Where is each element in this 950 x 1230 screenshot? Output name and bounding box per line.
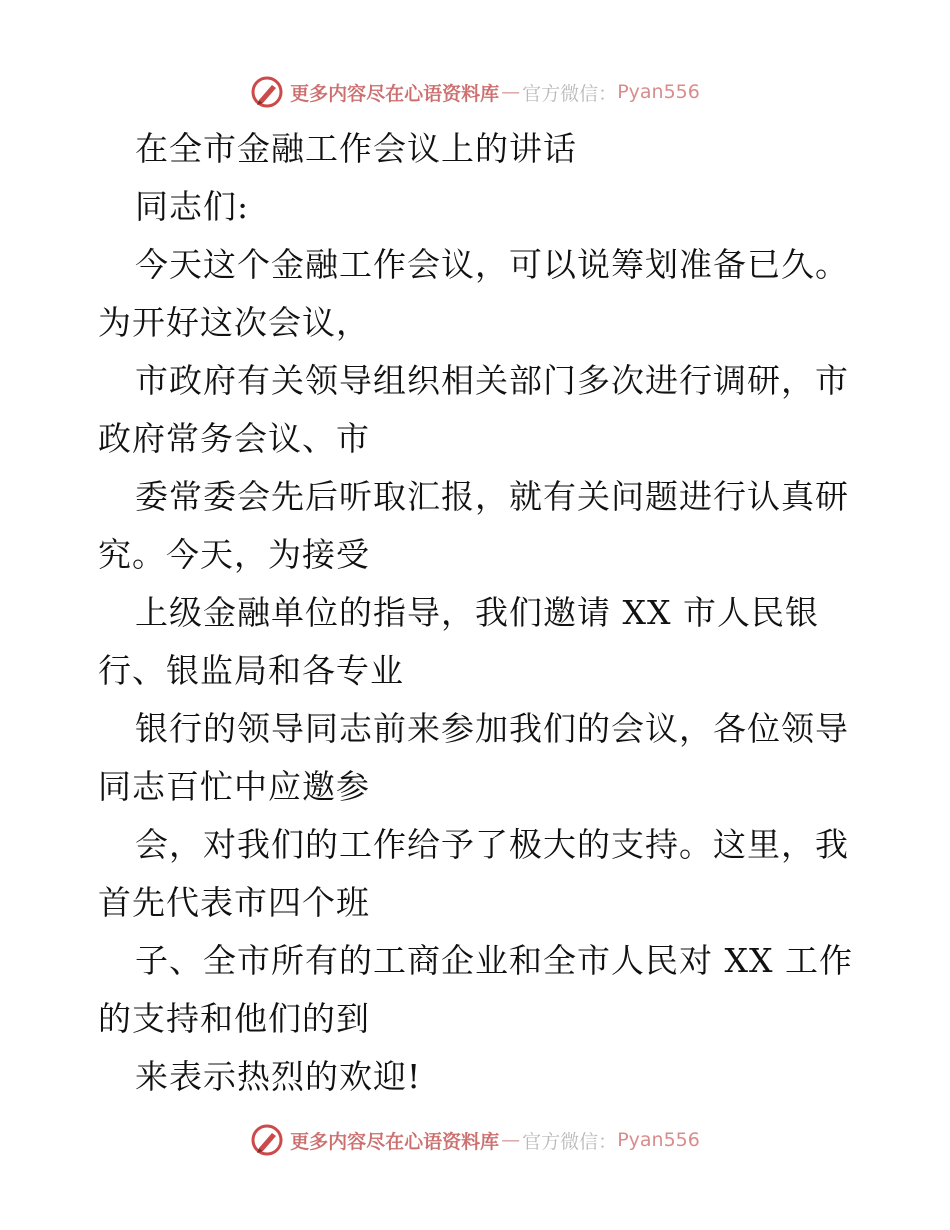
text-line: 政府常务会议、市 [98, 419, 370, 458]
pen-logo-icon [250, 75, 284, 109]
text-line: 上级金融单位的指导，我们邀请 XX 市人民银 [135, 593, 819, 632]
text-line: 行、银监局和各专业 [98, 651, 404, 690]
text-line: 今天这个金融工作会议，可以说筹划准备已久。 [135, 245, 849, 284]
text-line: 子、全市所有的工商企业和全市人民对 XX 工作 [135, 941, 853, 980]
text-line: 银行的领导同志前来参加我们的会议，各位领导 [135, 709, 849, 748]
text-line: 委常委会先后听取汇报，就有关问题进行认真研 [135, 477, 849, 516]
watermark-site-text: 更多内容尽在心语资料库 [290, 82, 500, 105]
document-title: 在全市金融工作会议上的讲话 [135, 129, 577, 168]
watermark-separator: — [501, 81, 521, 103]
text-line: 来表示热烈的欢迎! [135, 1057, 422, 1096]
text-line: 究。今天，为接受 [98, 535, 370, 574]
header-watermark [0, 72, 950, 112]
text-line: 同志百忙中应邀参 [98, 767, 370, 806]
text-line: 的支持和他们的到 [98, 999, 370, 1038]
text-line: 市政府有关领导组织相关部门多次进行调研，市 [135, 361, 849, 400]
watermark-label: 官方微信： [522, 1130, 618, 1153]
text-line: 会，对我们的工作给予了极大的支持。这里，我 [135, 825, 849, 864]
watermark-site-text: 更多内容尽在心语资料库 [290, 1130, 500, 1153]
watermark-label: 官方微信： [522, 82, 618, 105]
footer-watermark [0, 1120, 950, 1160]
watermark-wechat-id: Pyan556 [617, 81, 700, 103]
watermark-wechat-id: Pyan556 [617, 1129, 700, 1151]
pen-logo-icon [250, 1123, 284, 1157]
document-body [98, 120, 858, 1106]
watermark-separator: — [501, 1129, 521, 1151]
text-line: 首先代表市四个班 [98, 883, 370, 922]
text-line: 同志们: [135, 187, 250, 226]
text-line: 为开好这次会议， [98, 303, 370, 342]
